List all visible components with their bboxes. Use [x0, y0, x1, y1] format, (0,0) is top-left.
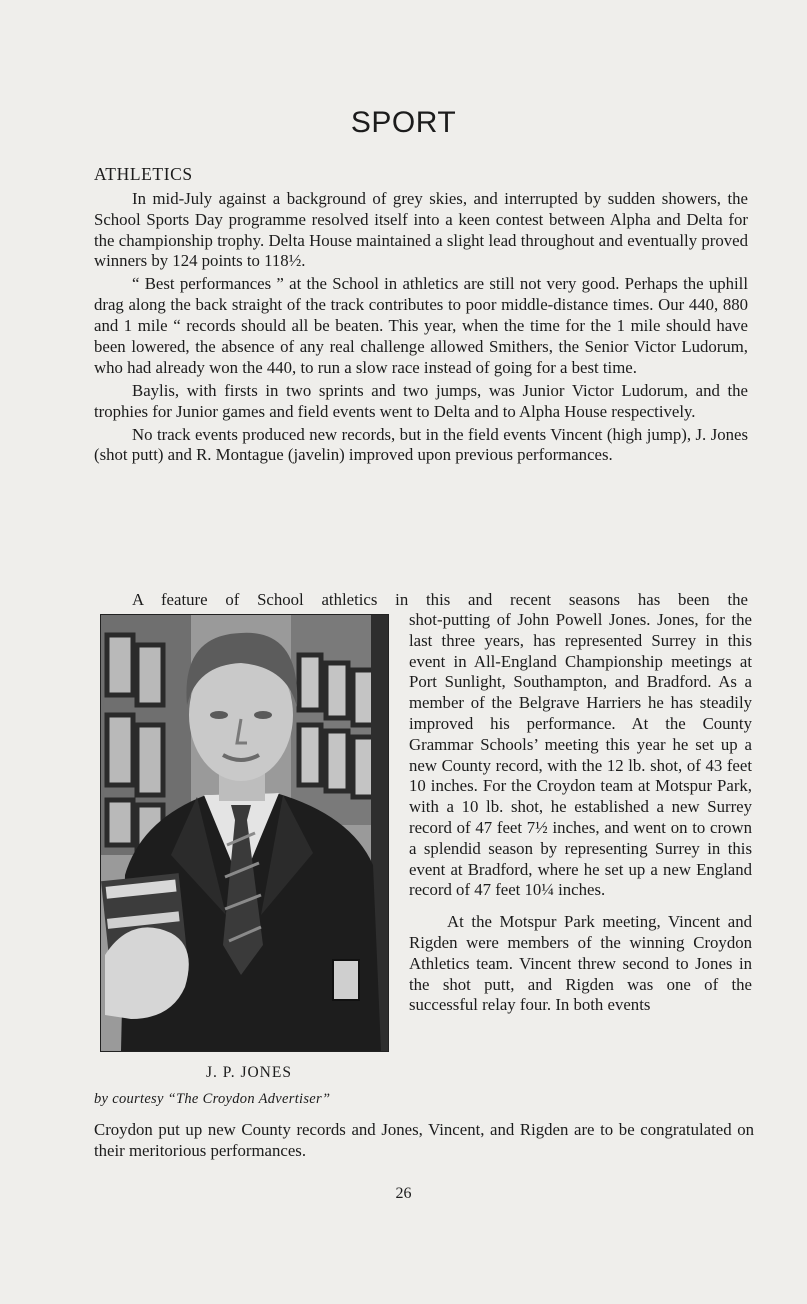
portrait-photo	[100, 614, 389, 1052]
photo-caption: J. P. JONES	[206, 1064, 292, 1081]
page-title: SPORT	[350, 106, 457, 139]
photo-credit: by courtesy “The Croydon Advertiser”	[94, 1091, 331, 1107]
paragraph: No track events produced new records, but in the field events Vincent (high jump), J. Jones (shot putt) and R. Montague (javelin) improved upon previous performances.	[94, 424, 748, 465]
paragraph: Baylis, with firsts in two sprints and two jumps, was Junior Victor Ludorum, and the trophies for Junior games and field events went to Delta and to Alpha House respectively.	[94, 380, 748, 421]
section-heading: ATHLETICS	[94, 164, 193, 184]
article-body	[94, 189, 748, 469]
paragraph: At the Motspur Park meeting, Vincent and Rigden were members of the winning Croydon Athletics team. Vincent threw second to Jones in the shot putt, and Rigden was one of the successful relay four. In both events	[409, 912, 752, 1015]
feature-column	[409, 610, 752, 1016]
closing-paragraph: Croydon put up new County records and Jones, Vincent, and Rigden are to be congratulated on their meritorious performances.	[94, 1120, 754, 1160]
feature-paragraph-start: A feature of School athletics in this and recent seasons has been the	[132, 590, 748, 609]
paragraph: In mid-July against a background of grey skies, and interrupted by sudden showers, the School Sports Day programme resolved itself into a keen contest between Alpha and Delta for the championship trophy. Delta House maintained a slight lead throughout and eventually proved winners by 124 points to 118½.	[94, 189, 748, 271]
paragraph: shot-putting of John Powell Jones. Jones, for the last three years, has represented Surrey in this event in All-England Championship meetings at Port Sunlight, Southampton, and Bradford. As a member of the Belgrave Harriers he has steadily improved his performance. At the County Grammar Schools’ meeting this year he set up a new County record, with the 12 lb. shot, of 43 feet 10 inches. For the Croydon team at Motspur Park, with a 10 lb. shot, he established a new Surrey record of 47 feet 7½ inches, and went on to crown a splendid season by representing Surrey in this event at Bradford, where he set up a new England record of 47 feet 10¼ inches.	[409, 610, 752, 900]
page-number: 26	[395, 1185, 412, 1202]
paragraph: “ Best performances ” at the School in athletics are still not very good. Perhaps the uphill drag along the back straight of the track contributes to poor middle-distance times. Our 440, 880 and 1 mile “ records should all be beaten. This year, when the time for the 1 mile should have been lowered, the absence of any real challenge allowed Smithers, the Senior Victor Ludorum, who had already won the 440, to run a slow race instead of going for a best time.	[94, 274, 748, 377]
